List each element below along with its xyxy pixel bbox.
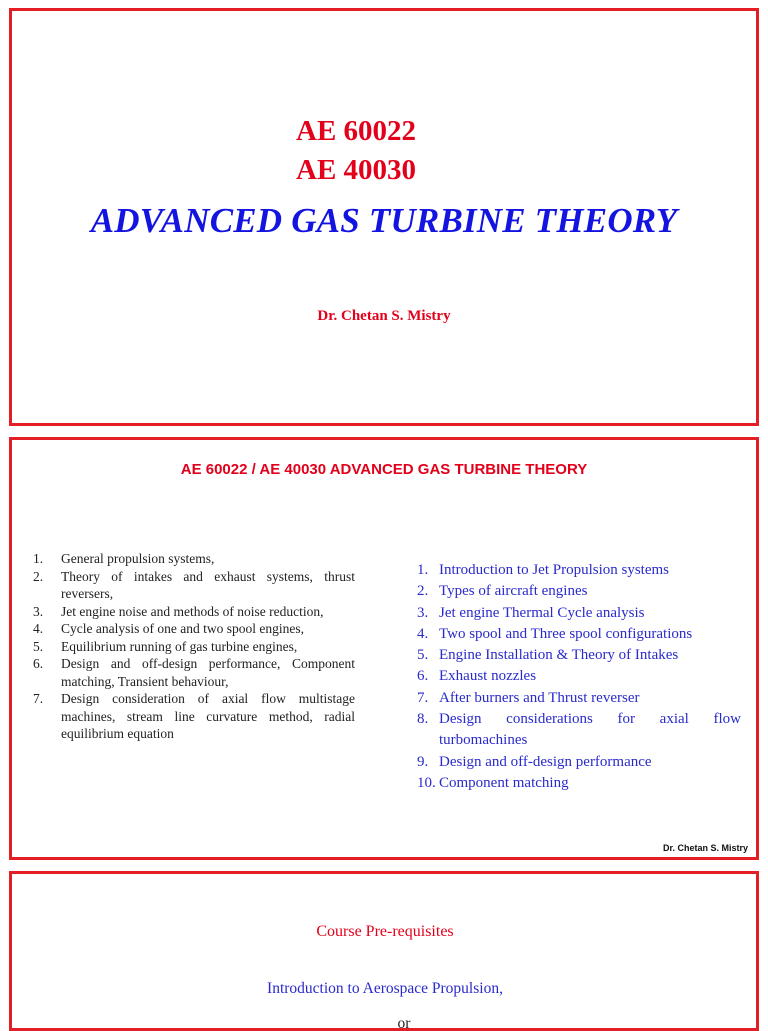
syllabus-list-left <box>33 550 355 743</box>
syllabus-right-item <box>417 688 741 709</box>
syllabus-right-item <box>417 773 741 794</box>
list-item-number: 8. <box>417 711 429 728</box>
list-item-text: Design and off-design performance, Component matching, Transient behaviour, <box>61 656 355 689</box>
syllabus-left-item <box>33 568 355 603</box>
syllabus-right-item <box>417 709 741 752</box>
list-item-text: After burners and Thrust reverser <box>439 689 640 706</box>
list-item-text: Jet engine Thermal Cycle analysis <box>439 604 645 621</box>
list-item-text: Introduction to Jet Propulsion systems <box>439 562 669 578</box>
syllabus-list-right <box>417 560 741 794</box>
list-item-text: Jet engine noise and methods of noise reduction, <box>61 603 324 619</box>
list-item-number: 6. <box>33 656 44 671</box>
syllabus-left-item <box>33 638 355 656</box>
list-item-number: 5. <box>417 647 429 664</box>
list-item-text: Design considerations for axial flow turbomachines <box>439 711 741 749</box>
list-item-number: 10. <box>417 774 436 791</box>
syllabus-right-item <box>417 666 741 687</box>
list-item-text: Equilibrium running of gas turbine engines, <box>61 638 298 654</box>
prerequisites-heading: Course Pre-requisites <box>316 923 454 940</box>
list-item-number: 1. <box>417 562 429 578</box>
list-item-text: Engine Installation & Theory of Intakes <box>439 647 679 664</box>
syllabus-right-item <box>417 752 741 773</box>
list-item-text: Cycle analysis of one and two spool engines, <box>61 621 304 636</box>
syllabus-left-item <box>33 550 355 568</box>
slide-title <box>9 8 759 426</box>
list-item-number: 2. <box>33 568 44 584</box>
course-code-2: AE 40030 <box>296 154 417 186</box>
prerequisite-item: Introduction to Aerospace Propulsion, <box>267 980 503 997</box>
list-item-number: 6. <box>417 668 429 685</box>
slide-prerequisites <box>9 871 759 1031</box>
list-item-number: 3. <box>33 603 44 619</box>
syllabus-left-item <box>33 620 355 638</box>
course-code-1: AE 60022 <box>296 115 417 147</box>
slide-syllabus <box>9 437 759 860</box>
syllabus-left-item <box>33 655 355 690</box>
syllabus-right-item <box>417 581 741 602</box>
syllabus-left-item <box>33 690 355 743</box>
syllabus-left-item <box>33 603 355 621</box>
prerequisite-or: or <box>397 1015 411 1031</box>
list-item-text: Design consideration of axial flow multistage machines, stream line curvature method, radial equilibrium equation <box>61 691 355 741</box>
author-name: Dr. Chetan S. Mistry <box>317 308 451 324</box>
list-item-text: Theory of intakes and exhaust systems, thrust reversers, <box>61 568 355 601</box>
list-item-number: 3. <box>417 604 429 621</box>
list-item-number: 7. <box>417 689 429 706</box>
list-item-number: 9. <box>417 753 429 770</box>
list-item-text: Design and off-design performance <box>439 753 652 770</box>
course-title: ADVANCED GAS TURBINE THEORY <box>90 201 678 240</box>
syllabus-right-item <box>417 645 741 666</box>
list-item-number: 4. <box>417 625 429 642</box>
list-item-text: Component matching <box>439 774 569 791</box>
slide-footer-author: Dr. Chetan S. Mistry <box>662 843 748 853</box>
syllabus-right-item <box>417 560 741 581</box>
list-item-text: General propulsion systems, <box>61 551 215 566</box>
list-item-text: Types of aircraft engines <box>439 583 588 600</box>
list-item-number: 4. <box>33 621 44 636</box>
list-item-text: Two spool and Three spool configurations <box>439 625 693 642</box>
list-item-number: 2. <box>417 583 429 600</box>
list-item-number: 5. <box>33 638 44 654</box>
list-item-number: 1. <box>33 551 44 566</box>
syllabus-right-item <box>417 603 741 624</box>
syllabus-title: AE 60022 / AE 40030 ADVANCED GAS TURBINE THEORY <box>180 461 588 478</box>
list-item-text: Exhaust nozzles <box>439 668 537 685</box>
syllabus-right-item <box>417 624 741 645</box>
list-item-number: 7. <box>33 691 44 706</box>
